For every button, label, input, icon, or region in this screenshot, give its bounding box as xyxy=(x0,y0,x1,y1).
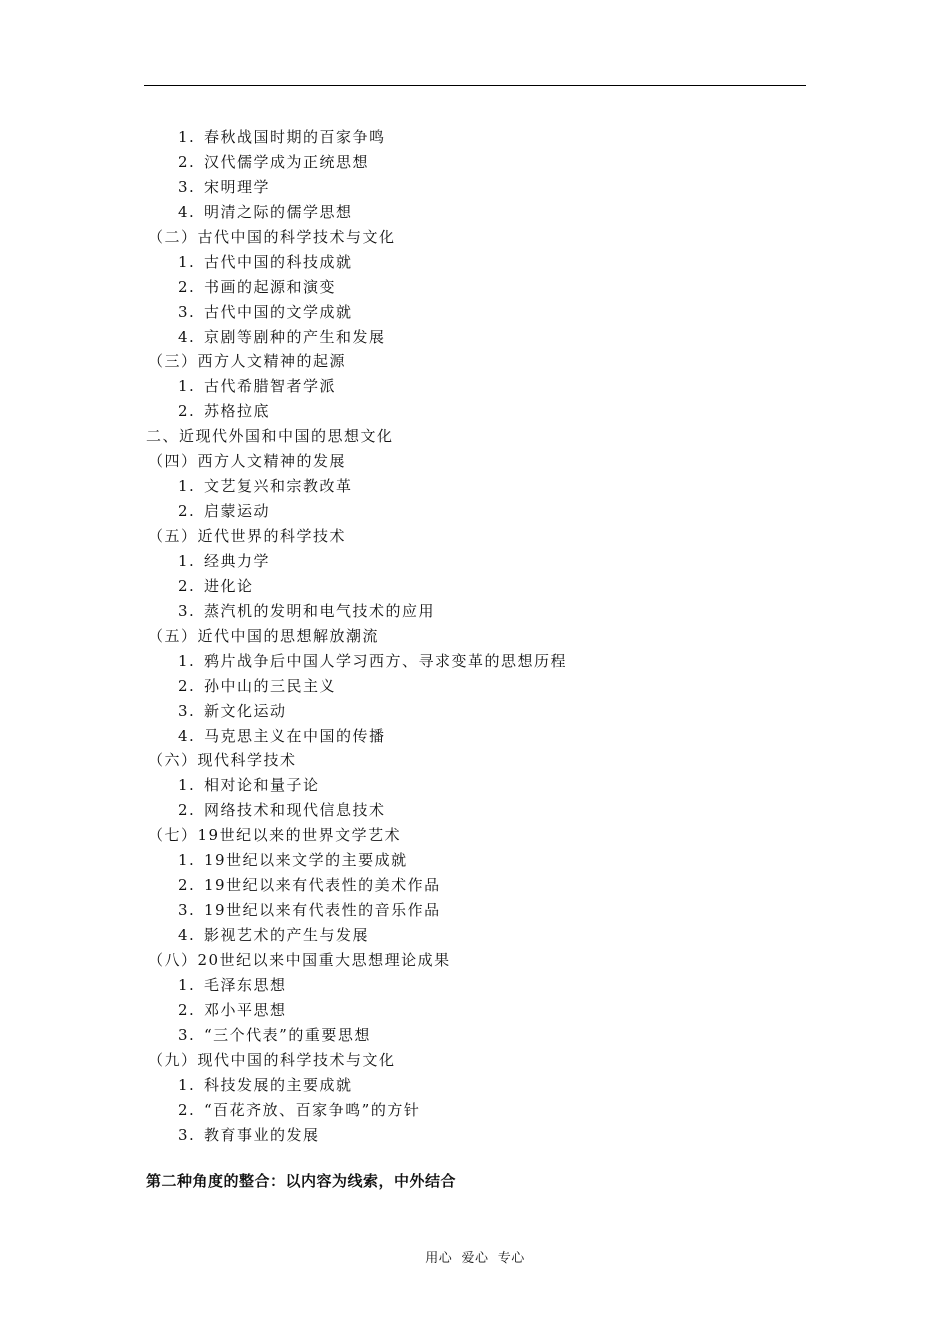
outline-subitem xyxy=(146,125,806,150)
item-text: 新文化运动 xyxy=(204,701,287,720)
item-number: 2. xyxy=(178,576,196,595)
outline-section xyxy=(146,948,806,973)
item-number: 2. xyxy=(178,502,196,521)
item-text: 古代希腊智者学派 xyxy=(204,377,337,396)
item-number: 1. xyxy=(178,851,196,870)
item-number: 1. xyxy=(178,1075,196,1094)
item-text: 书画的起源和演变 xyxy=(204,277,337,296)
item-text: 明清之际的儒学思想 xyxy=(204,202,353,221)
item-number: 3. xyxy=(178,1125,196,1144)
outline-subitem xyxy=(146,923,806,948)
item-number: 1. xyxy=(178,477,196,496)
item-number: 1. xyxy=(178,377,196,396)
header-rule xyxy=(144,85,806,86)
outline-subitem xyxy=(146,200,806,225)
outline-subitem xyxy=(146,150,806,175)
item-text: 宋明理学 xyxy=(204,177,271,196)
item-text: 邓小平思想 xyxy=(204,1000,287,1019)
item-number: 3. xyxy=(178,901,196,920)
item-text: 孙中山的三民主义 xyxy=(204,676,337,695)
outline-subitem xyxy=(146,898,806,923)
item-number: 4. xyxy=(178,327,196,346)
outline-section xyxy=(146,823,806,848)
item-number: 2. xyxy=(178,1000,196,1019)
item-text: 春秋战国时期的百家争鸣 xyxy=(204,128,386,146)
item-number: 1. xyxy=(178,975,196,994)
item-text: 鸦片战争后中国人学习西方、寻求变革的思想历程 xyxy=(204,651,568,670)
item-text: （四）西方人文精神的发展 xyxy=(148,452,347,471)
item-number: 2. xyxy=(178,152,196,171)
item-number: 4. xyxy=(178,726,196,745)
outline-subitem xyxy=(146,973,806,998)
outline-subitem xyxy=(146,549,806,574)
item-text: 二、近现代外国和中国的思想文化 xyxy=(146,427,394,446)
outline-subitem xyxy=(146,848,806,873)
outline-section xyxy=(146,225,806,250)
item-text: “百花齐放、百家争鸣”的方针 xyxy=(204,1100,421,1119)
item-number: 1. xyxy=(178,551,196,570)
outline-subitem xyxy=(146,374,806,399)
item-number: 4. xyxy=(178,926,196,944)
outline-subitem xyxy=(146,325,806,350)
outline-subitem xyxy=(146,873,806,898)
outline-section xyxy=(146,349,806,374)
item-number: 1. xyxy=(178,776,196,795)
item-text: 马克思主义在中国的传播 xyxy=(204,726,386,745)
outline-subitem xyxy=(146,300,806,325)
item-number: 2. xyxy=(178,277,196,296)
outline-part xyxy=(146,424,806,449)
item-text: （七）19世纪以来的世界文学艺术 xyxy=(148,826,402,845)
item-text: （五）近代世界的科学技术 xyxy=(148,527,347,545)
outline-subitem xyxy=(146,773,806,798)
outline-subitem xyxy=(146,175,806,200)
item-text: 19世纪以来有代表性的美术作品 xyxy=(204,876,441,895)
outline-subitem xyxy=(146,699,806,724)
outline-section xyxy=(146,449,806,474)
item-text: 蒸汽机的发明和电气技术的应用 xyxy=(204,601,436,620)
item-text: 毛泽东思想 xyxy=(204,975,287,994)
item-number: 4. xyxy=(178,202,196,221)
item-text: （六）现代科学技术 xyxy=(148,751,297,770)
section-heading: 第二种角度的整合：以内容为线索，中外结合 xyxy=(146,1172,457,1190)
outline-section xyxy=(146,624,806,649)
item-text: 文艺复兴和宗教改革 xyxy=(204,477,353,496)
item-text: 科技发展的主要成就 xyxy=(204,1075,353,1094)
item-number: 3. xyxy=(178,701,196,720)
item-number: 2. xyxy=(178,402,196,421)
item-number: 3. xyxy=(178,177,196,196)
outline-subitem xyxy=(146,1073,806,1098)
item-text: 京剧等剧种的产生和发展 xyxy=(204,327,386,346)
item-text: 经典力学 xyxy=(204,551,271,570)
item-number: 3. xyxy=(178,302,196,321)
item-text: 19世纪以来有代表性的音乐作品 xyxy=(204,901,441,920)
item-text: 影视艺术的产生与发展 xyxy=(204,926,370,944)
outline-subitem xyxy=(146,649,806,674)
outline-subitem xyxy=(146,275,806,300)
item-text: “三个代表”的重要思想 xyxy=(204,1025,371,1044)
item-text: （九）现代中国的科学技术与文化 xyxy=(148,1050,396,1069)
outline-section xyxy=(146,748,806,773)
item-text: 启蒙运动 xyxy=(204,502,271,521)
outline-subitem xyxy=(146,1123,806,1148)
item-text: 相对论和量子论 xyxy=(204,776,320,795)
item-text: 进化论 xyxy=(204,576,254,595)
item-text: （八）20世纪以来中国重大思想理论成果 xyxy=(148,950,451,969)
outline-subitem xyxy=(146,1098,806,1123)
item-text: （五）近代中国的思想解放潮流 xyxy=(148,626,380,645)
item-number: 1. xyxy=(178,651,196,670)
item-text: （三）西方人文精神的起源 xyxy=(148,352,347,371)
outline-subitem xyxy=(146,474,806,499)
outline-subitem xyxy=(146,798,806,823)
item-text: 汉代儒学成为正统思想 xyxy=(204,152,370,171)
outline-section xyxy=(146,1048,806,1073)
item-number: 2. xyxy=(178,676,196,695)
outline-subitem xyxy=(146,574,806,599)
outline-subitem xyxy=(146,724,806,749)
item-number: 3. xyxy=(178,1025,196,1044)
item-number: 3. xyxy=(178,601,196,620)
outline-subitem xyxy=(146,998,806,1023)
item-number: 1. xyxy=(178,252,196,271)
outline-list xyxy=(146,125,806,1147)
outline-section xyxy=(146,524,806,549)
item-text: 网络技术和现代信息技术 xyxy=(204,801,386,820)
outline-subitem xyxy=(146,1023,806,1048)
item-text: 教育事业的发展 xyxy=(204,1125,320,1144)
outline-subitem xyxy=(146,250,806,275)
item-number: 2. xyxy=(178,876,196,895)
outline-subitem xyxy=(146,499,806,524)
item-text: 19世纪以来文学的主要成就 xyxy=(204,851,408,870)
item-number: 2. xyxy=(178,801,196,820)
item-text: 苏格拉底 xyxy=(204,402,271,421)
outline-subitem xyxy=(146,599,806,624)
item-text: 古代中国的科技成就 xyxy=(204,252,353,271)
outline-subitem xyxy=(146,399,806,424)
item-number: 1. xyxy=(178,128,196,146)
item-text: 古代中国的文学成就 xyxy=(204,302,353,321)
page-footer: 用心 爱心 专心 xyxy=(425,1251,525,1266)
item-number: 2. xyxy=(178,1100,196,1119)
item-text: （二）古代中国的科学技术与文化 xyxy=(148,227,396,246)
outline-subitem xyxy=(146,674,806,699)
